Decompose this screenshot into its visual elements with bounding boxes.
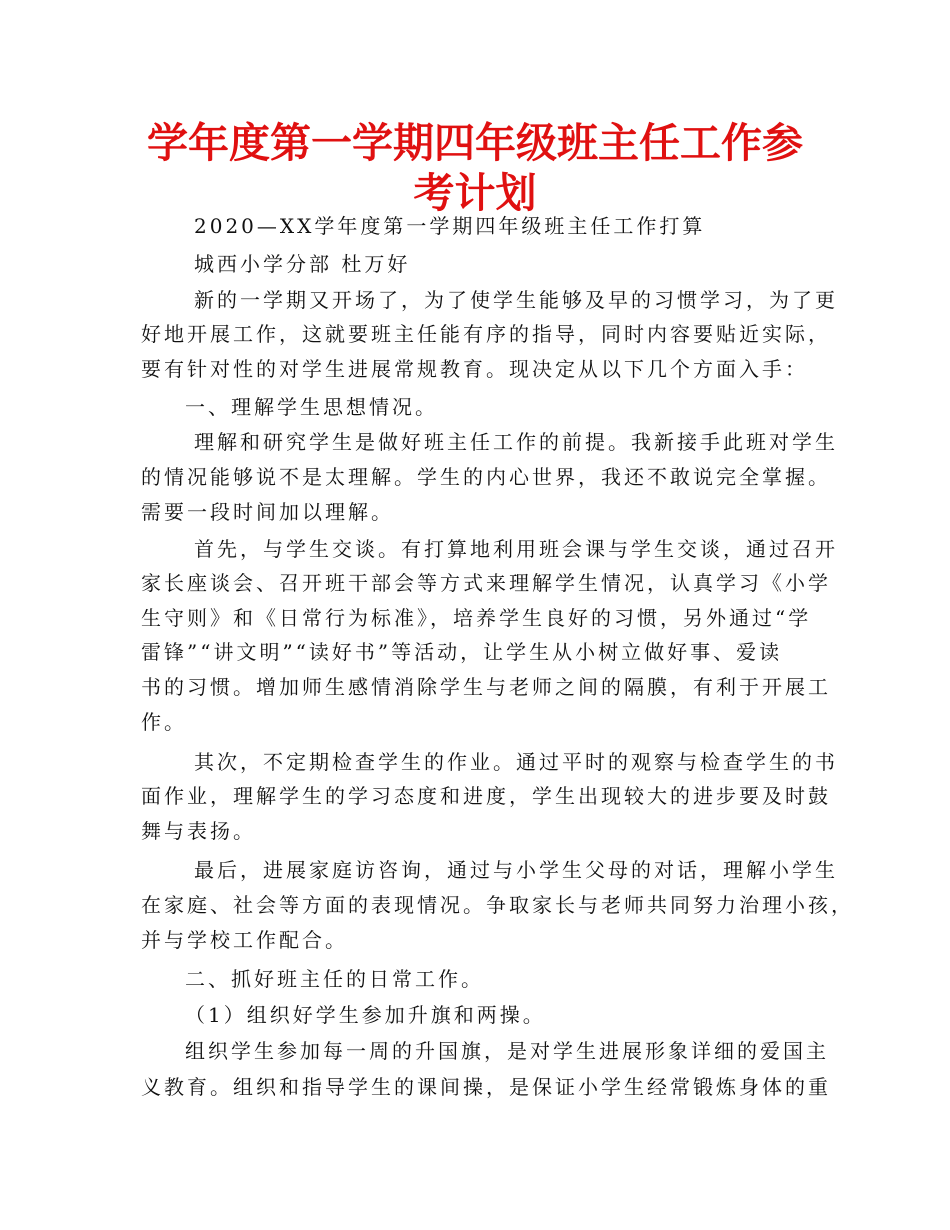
text-line: 义教育。组织和指导学生的课间操，是保证小学生经常锻炼身体的重 [141, 1075, 831, 1099]
document-subtitle: 2020—XX学年度第一学期四年级班主任工作打算 [194, 214, 706, 238]
text-line: 作。 [141, 710, 187, 734]
text-line: 并与学校工作配合。 [141, 928, 348, 952]
text-line: 舞与表扬。 [141, 819, 256, 843]
text-line: 最后，进展家庭访咨询，通过与小学生父母的对话，理解小学生 [194, 858, 838, 882]
text-line: 生守则》和《日常行为标准》，培养学生良好的习惯，另外通过“学 [141, 606, 812, 630]
text-line: 家长座谈会、召开班干部会等方式来理解学生情况，认真学习《小学 [141, 571, 831, 595]
text-line: 其次，不定期检查学生的作业。通过平时的观察与检查学生的书 [194, 750, 838, 774]
text-line: 好地开展工作，这就要班主任能有序的指导，同时内容要贴近实际， [141, 322, 831, 346]
text-line: 需要一段时间加以理解。 [141, 500, 394, 524]
text-line: 理解和研究学生是做好班主任工作的前提。我新接手此班对学生 [194, 430, 838, 454]
document-title: 学年度第一学期四年级班主任工作参考计划 [147, 119, 803, 217]
document-author: 城西小学分部 杜万好 [194, 252, 411, 276]
section-heading: 二、抓好班主任的日常工作。 [185, 967, 484, 991]
text-line: 雷锋”“讲文明”“读好书”等活动，让学生从小树立做好事、爱读 [141, 640, 783, 664]
text-line: 组织学生参加每一周的升国旗，是对学生进展形象详细的爱国主 [185, 1039, 829, 1063]
text-line: 书的习惯。增加师生感情消除学生与老师之间的隔膜，有利于开展工 [141, 675, 831, 699]
text-line: 的情况能够说不是太理解。学生的内心世界，我还不敢说完全掌握。 [141, 465, 831, 489]
text-line: 新的一学期又开场了，为了使学生能够及早的习惯学习，为了更 [194, 288, 838, 312]
text-line: 要有针对性的对学生进展常规教育。现决定从以下几个方面入手： [141, 357, 808, 381]
text-line: 在家庭、社会等方面的表现情况。争取家长与老师共同努力治理小孩， [141, 893, 854, 917]
section-heading: 一、理解学生思想情况。 [185, 395, 438, 419]
subsection-heading: （1）组织好学生参加升旗和两操。 [185, 1003, 546, 1027]
text-line: 面作业，理解学生的学习态度和进度，学生出现较大的进步要及时鼓 [141, 784, 831, 808]
text-line: 首先，与学生交谈。有打算地利用班会课与学生交谈，通过召开 [194, 537, 838, 561]
